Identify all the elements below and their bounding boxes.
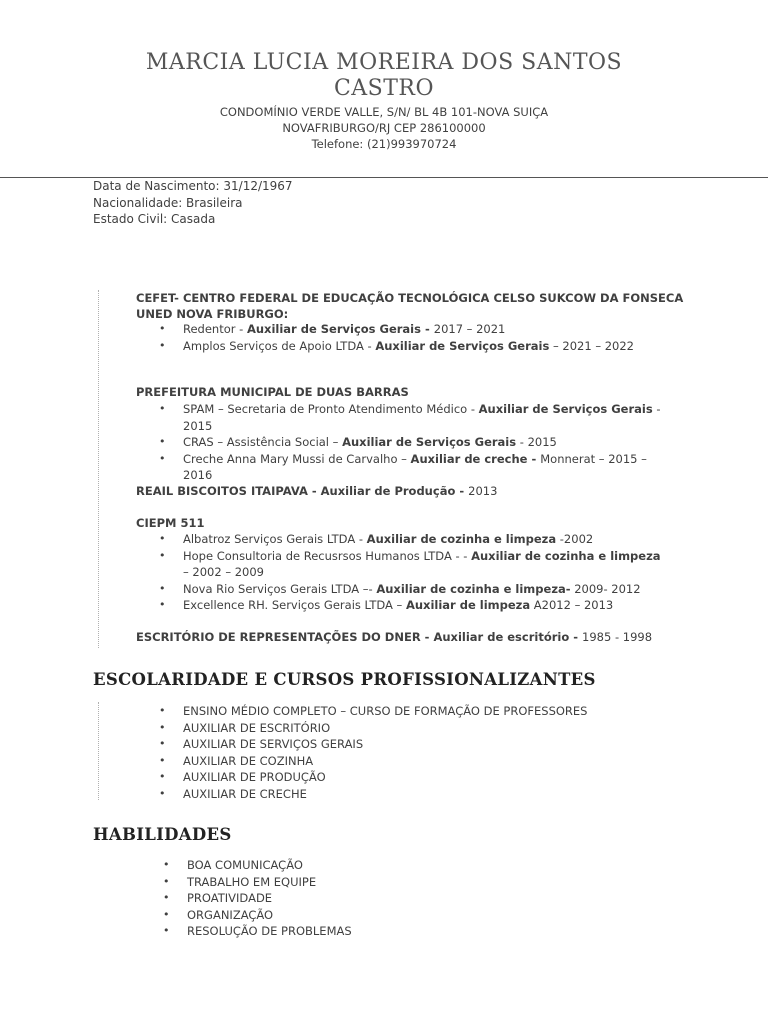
employer-reail: REAIL BISCOITOS ITAIPAVA - Auxiliar de Produção - 2013 bbox=[136, 484, 498, 498]
bullet-icon: • bbox=[163, 874, 170, 888]
bullet-icon: • bbox=[159, 770, 166, 783]
employer-dner: ESCRITÓRIO DE REPRESENTAÇÕES DO DNER - Auxiliar de escritório - 1985 - 1998 bbox=[136, 630, 653, 644]
bullet-icon: • bbox=[159, 402, 166, 415]
education-section bbox=[98, 702, 699, 800]
list-item: • AUXILIAR DE COZINHA bbox=[159, 753, 314, 768]
resume-header bbox=[0, 50, 768, 152]
bullet-icon: • bbox=[163, 891, 170, 904]
education-heading: ESCOLARIDADE E CURSOS PROFISSIONALIZANTES bbox=[93, 670, 596, 689]
list-item: • RESOLUÇÃO DE PROBLEMAS bbox=[163, 924, 352, 938]
list-item: • Nova Rio Serviços Gerais LTDA –- Auxiliar de cozinha e limpeza- 2009- 2012 bbox=[159, 581, 641, 596]
address-line-1: CONDOMÍNIO VERDE VALLE, S/N/ BL 4B 101-NOVA SUIÇA bbox=[219, 105, 549, 119]
ciepm-jobs-list bbox=[159, 531, 669, 614]
civil-status: Estado Civil: Casada bbox=[93, 212, 216, 226]
bullet-icon: • bbox=[163, 924, 170, 937]
bullet-icon: • bbox=[159, 704, 166, 717]
list-item: • AUXILIAR DE CRECHE bbox=[159, 786, 307, 801]
nationality: Nacionalidade: Brasileira bbox=[93, 195, 243, 210]
list-item: • ORGANIZAÇÃO bbox=[163, 907, 274, 922]
bullet-icon: • bbox=[159, 451, 166, 465]
personal-info bbox=[93, 178, 293, 228]
employer-cefet: CEFET- CENTRO FEDERAL DE EDUCAÇÃO TECNOLÓGICA CELSO SUKCOW DA FONSECA UNED NOVA FRIBURGO: bbox=[136, 291, 684, 321]
phone-number: Telefone: (21)993970724 bbox=[311, 137, 457, 151]
list-item: • Redentor - Auxiliar de Serviços Gerais - 2017 – 2021 bbox=[159, 322, 506, 336]
bullet-icon: • bbox=[159, 786, 166, 800]
candidate-name: MARCIA LUCIA MOREIRA DOS SANTOS CASTRO bbox=[145, 50, 623, 101]
list-item: • TRABALHO EM EQUIPE bbox=[163, 874, 317, 889]
list-item: • CRAS – Assistência Social – Auxiliar de Serviços Gerais - 2015 bbox=[159, 435, 557, 449]
bullet-icon: • bbox=[159, 737, 166, 750]
experience-section bbox=[98, 290, 699, 648]
bullet-icon: • bbox=[163, 907, 170, 921]
list-item: • Creche Anna Mary Mussi de Carvalho – Auxiliar de creche - Monnerat – 2015 – 2016 bbox=[159, 451, 647, 482]
cefet-jobs-list bbox=[159, 321, 689, 354]
bullet-icon: • bbox=[159, 753, 166, 767]
bullet-icon: • bbox=[159, 322, 166, 335]
skills-heading: HABILIDADES bbox=[93, 825, 232, 844]
bullet-icon: • bbox=[159, 581, 166, 595]
birth-date: Data de Nascimento: 31/12/1967 bbox=[93, 179, 293, 193]
bullet-icon: • bbox=[159, 532, 166, 545]
bullet-icon: • bbox=[159, 435, 166, 448]
list-item: • Amplos Serviços de Apoio LTDA - Auxiliar de Serviços Gerais – 2021 – 2022 bbox=[159, 338, 634, 353]
list-item: • PROATIVIDADE bbox=[163, 891, 273, 905]
list-item: • Albatroz Serviços Gerais LTDA - Auxiliar de cozinha e limpeza -2002 bbox=[159, 532, 594, 546]
bullet-icon: • bbox=[159, 548, 166, 562]
skills-list bbox=[163, 857, 563, 940]
list-item: • AUXILIAR DE ESCRITÓRIO bbox=[159, 720, 331, 735]
bullet-icon: • bbox=[159, 598, 166, 611]
list-item: • ENSINO MÉDIO COMPLETO – CURSO DE FORMAÇÃO DE PROFESSORES bbox=[159, 704, 588, 718]
prefeitura-jobs-list bbox=[159, 401, 674, 484]
employer-ciepm: CIEPM 511 bbox=[136, 516, 205, 530]
bullet-icon: • bbox=[159, 720, 166, 734]
education-list bbox=[159, 703, 679, 802]
list-item: • BOA COMUNICAÇÃO bbox=[163, 858, 303, 872]
list-item: • AUXILIAR DE PRODUÇÃO bbox=[159, 770, 326, 784]
list-item: • Excellence RH. Serviços Gerais LTDA – Auxiliar de limpeza A2012 – 2013 bbox=[159, 598, 614, 612]
list-item: • AUXILIAR DE SERVIÇOS GERAIS bbox=[159, 737, 364, 751]
list-item: • Hope Consultoria de Recusrsos Humanos LTDA - - Auxiliar de cozinha e limpeza – 2002 – 2009 bbox=[159, 548, 661, 579]
bullet-icon: • bbox=[163, 858, 170, 871]
list-item: • SPAM – Secretaria de Pronto Atendimento Médico - Auxiliar de Serviços Gerais - 2015 bbox=[159, 402, 661, 433]
employer-prefeitura: PREFEITURA MUNICIPAL DE DUAS BARRAS bbox=[136, 385, 409, 399]
address-line-2: NOVAFRIBURGO/RJ CEP 286100000 bbox=[282, 121, 486, 135]
bullet-icon: • bbox=[159, 338, 166, 352]
